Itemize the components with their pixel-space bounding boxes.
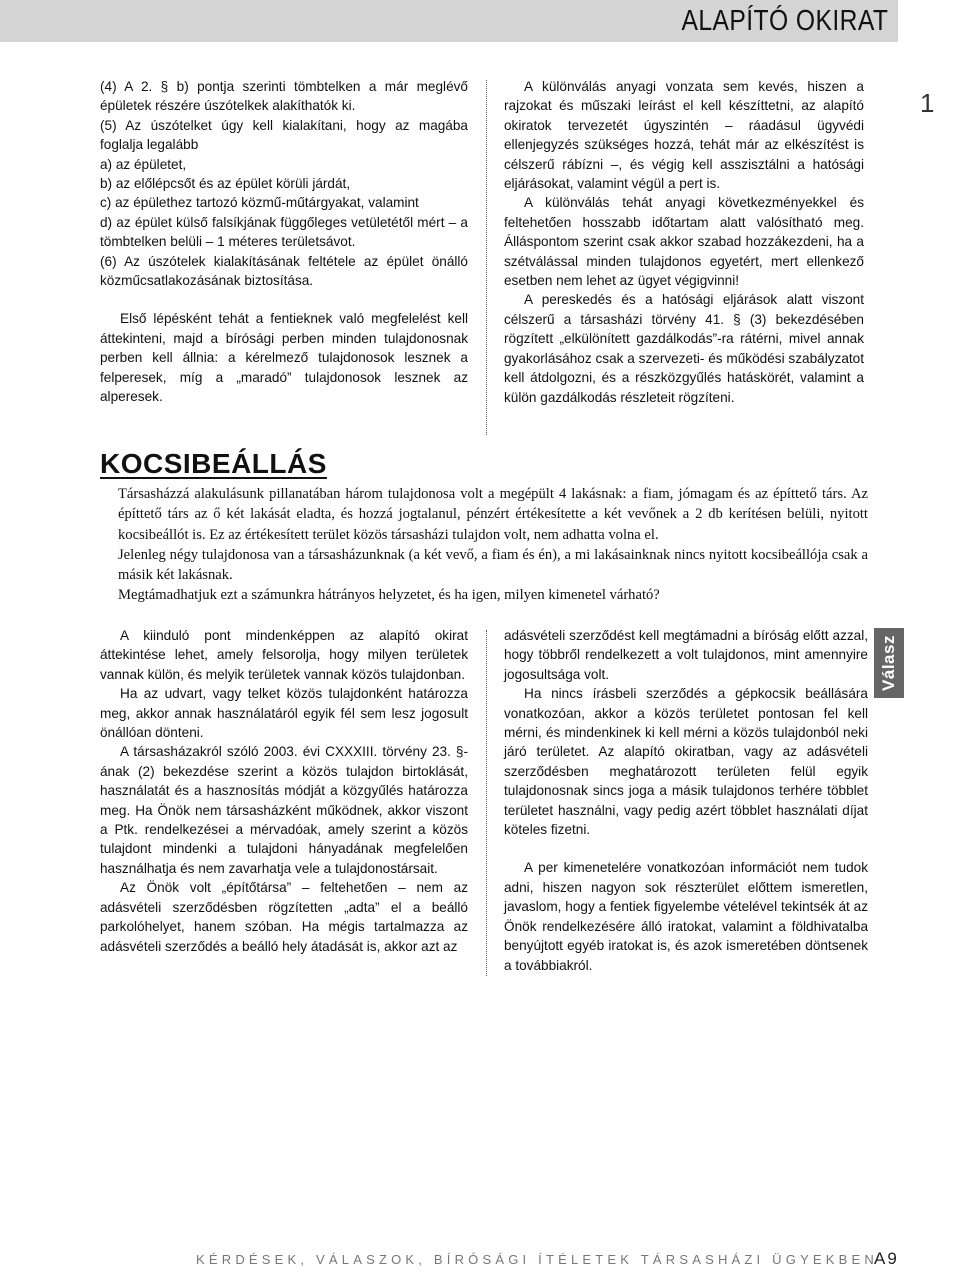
page-title: ALAPÍTÓ OKIRAT	[681, 5, 888, 37]
question-paragraph: Társasházzá alakulásunk pillanatában három tulajdonosa volt a megépült 4 lakásnak: a fiam, jómagam és az építtető társ. Az építtető társ az ő két lakását eladta, és hozzá jogtalanul, pénzért értékesítette a két vevőnek a 2 db kerítésen belüli, nyitott kocsibeállót is. Ez az értékesített terület közös társasházi tulajdon volt, nem adhatta volna el.	[118, 486, 868, 543]
paragraph: A különválás tehát anyagi következményekkel és feltehetően hosszabb időtartam alatt valósítható meg. Álláspontom szerint csak akkor szabad hozzákezdeni, ha a szétválással minden tulajdonos egyetért, mert ellenkező esetben nem lehet az ügyet végigvinni!	[504, 195, 864, 289]
paragraph: (5) Az úszótelket úgy kell kialakítani, hogy az magába foglalja legalább	[100, 117, 468, 153]
paragraph: Első lépésként tehát a fentieknek való megfelelést kell áttekinteni, majd a bírósági perben minden tulajdonosnak perben kell állnia: a kérelmező tulajdonosok lesznek a felperesek, míg a „maradó” tulajdonosok lesznek az alperesek.	[100, 311, 468, 405]
answer-side-label	[874, 628, 904, 698]
question-paragraph: Jelenleg négy tulajdonosa van a társasházunknak (a két vevő, a fiam és én), a mi lakásainknak nincs nyitott kocsibeállója csak a másik két lakásnak.	[118, 546, 868, 584]
section-title: KOCSIBEÁLLÁS	[100, 448, 327, 479]
footer-page-number: A9	[874, 1249, 899, 1268]
question-block	[118, 484, 868, 606]
paragraph: A pereskedés és a hatósági eljárások alatt viszont célszerű a társasházi törvény 41. § (3) bekezdésében rögzített „elkülönített gazdálkodás”-ra rátérni, mivel annak gyakorlásához csak a szervezeti- és működési szabályzatot kell átdolgozni, és a részközgyűlés hatáskörét, valamint a külön gazdálkodás részleteit rögzíteni.	[504, 292, 864, 405]
list-item: c) az épülethez tartozó közmű-műtárgyakat, valamint	[100, 195, 419, 211]
paragraph: Az Önök volt „építőtársa” – feltehetően – nem az adásvételi szerződésben rögzítetten „adta” el a beálló parkolóhelyet, hanem szóban. Ha mégis tartalmazza az adásvételi szerződés a beálló hely átadását is, akkor azt az	[100, 880, 468, 954]
column-divider	[486, 80, 487, 435]
bottom-right-column	[504, 626, 868, 975]
paragraph: A kiinduló pont mindenképpen az alapító okirat áttekintése lehet, amely felsorolja, hogy milyen területek vannak külön, és melyik területek vannak közös tulajdonban.	[100, 628, 468, 682]
paragraph: A per kimenetelére vonatkozóan információt nem tudok adni, hiszen nagyon sok részterület előttem ismeretlen, javaslom, hogy a fentiek figyelembe vételével tekintsék át az Önök rendelkezésére álló iratokat, valamint a földhivatalba benyújtott egyéb iratokat is, és azok ismeretében döntsenek a továbbiakról.	[504, 860, 868, 973]
chapter-number: 1	[920, 88, 935, 118]
paragraph: Ha az udvart, vagy telket közös tulajdonként határozza meg, akkor annak használatáról egyik fél sem lesz jogosult önállóan dönteni.	[100, 686, 468, 741]
list-item: d) az épület külső falsíkjának függőleges vetületétől mért – a tömbtelken belüli – 1 méteres területsávot.	[100, 214, 468, 250]
paragraph: A különválás anyagi vonzata sem kevés, hiszen a rajzokat és műszaki leírást el kell készíttetni, az alapító okiratok tervezetét úgyszintén – ráadásul ügyvédi ellenjegyzés szükséges hozzá, tehát már az elkészítést is célszerű rábízni –, és végig kell asszisztálni a hatósági eljárásokat, valamint végül a pert is.	[504, 79, 864, 192]
list-item: b) az előlépcsőt és az épület körüli járdát,	[100, 176, 351, 192]
paragraph: (6) Az úszótelek kialakításának feltétele az épület önálló közműcsatlakozásának biztosítása.	[100, 253, 468, 289]
bottom-left-column	[100, 626, 468, 956]
paragraph: (4) A 2. § b) pontja szerinti tömbtelken a már meglévő épületek részére úszótelkek alakíthatók ki.	[100, 79, 468, 114]
column-divider	[486, 630, 487, 976]
list-item: a) az épületet,	[100, 156, 187, 172]
paragraph: adásvételi szerződést kell megtámadni a bíróság előtt azzal, hogy többről rendelkezett a volt tulajdonos, mint amennyire jogosultsága volt.	[504, 628, 868, 682]
paragraph: A társasházakról szóló 2003. évi CXXXIII. törvény 23. §-ának (2) bekezdése szerint a közös tulajdon birtoklását, használatát és a hasznosítás módját a közgyűlés határozza meg. Ha Önök nem társasházként működnek, akkor viszont a Ptk. rendelkezései a mérvadóak, amely szerint a közös tulajdont mindenki a tulajdoni hányadának megfelelően használhatja és nem zavarhatja vele a tulajdonostársait.	[100, 744, 468, 876]
footer-text: KÉRDÉSEK, VÁLASZOK, BÍRÓSÁGI ÍTÉLETEK TÁRSASHÁZI ÜGYEKBEN	[196, 1252, 879, 1267]
paragraph: Ha nincs írásbeli szerződés a gépkocsik beállására vonatkozóan, akkor a közös területet pontosan fel kell mérni, és mindenkinek ki kell mérni a közös tulajdonból neki járó területet. Az alapító okiratban, vagy az adásvételi szerződésben meghatározott területen felül egyik tulajdonosnak sincs joga a másik tulajdonos terhére többlet területet használni, vagy pedig azért többlet használati díjat köteles fizetni.	[504, 686, 868, 838]
top-right-column	[504, 77, 864, 407]
answer-label-text: Válasz	[879, 635, 898, 691]
question-paragraph: Megtámadhatjuk ezt a számunkra hátrányos helyzetet, és ha igen, milyen kimenetel várható?	[118, 587, 660, 604]
top-left-column	[100, 77, 468, 407]
